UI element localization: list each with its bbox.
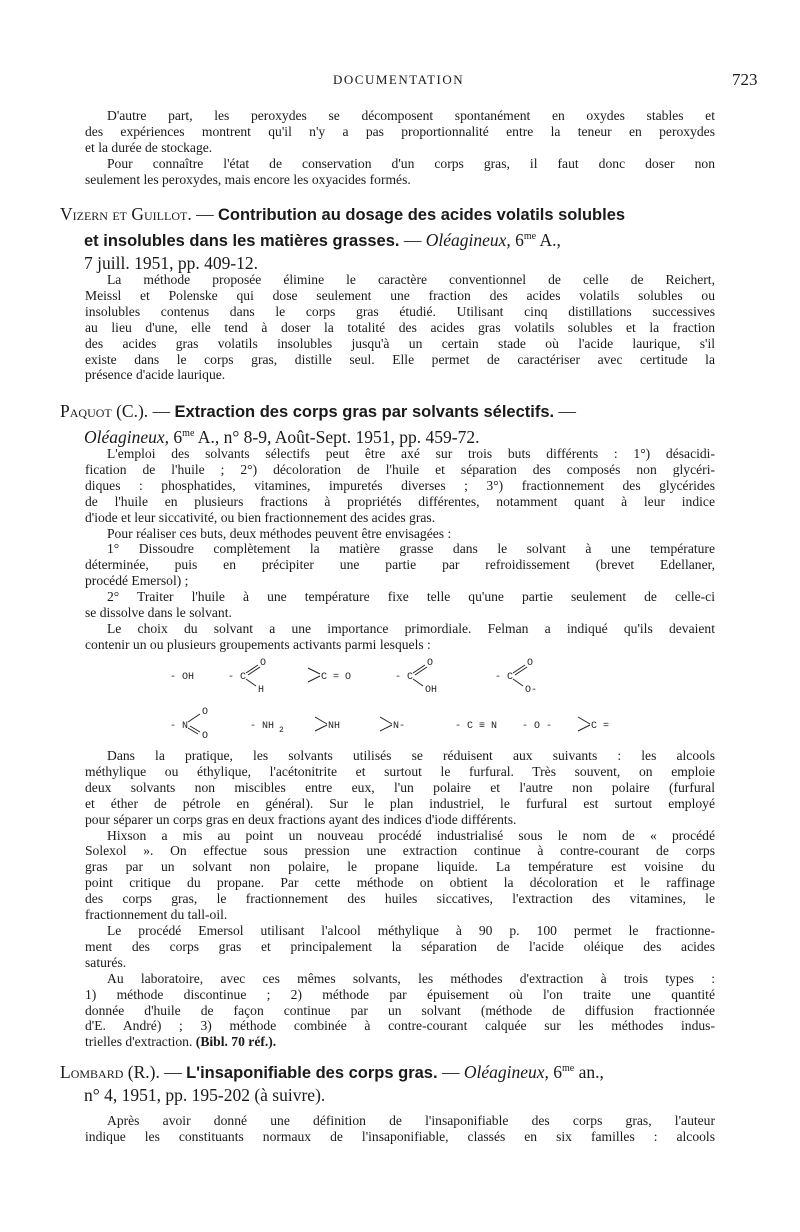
svg-text:H: H [258,685,265,696]
formula-imine [315,717,340,732]
entry-journal: Oléagineux, [84,426,170,447]
entry-authors: Paquot (C.). [60,401,149,421]
text-line: méthylique ou éthylique, l'acétonitrite et surtout le furfural. Très souvent, on emploie [85,763,715,779]
entry-ref: A., n° 8-9, Août-Sept. 1951, pp. 459-72. [194,426,480,447]
formula-nitrile: - C ≡ N [455,721,498,732]
text-line: Le choix du solvant a une importance primordiale. Felman a indiqué qu'ils devaient [107,620,715,636]
text-line: donnée d'huile de façon continue par un solvant (méthode de diffusion fractionnée [85,1002,715,1018]
intro-paragraph [85,108,715,188]
formula-ester [495,658,537,696]
dash: — [399,229,426,250]
entry-ref-line: n° 4, 1951, pp. 195-202 (à suivre). [84,1084,326,1105]
svg-text:O: O [260,658,267,669]
text-line: L'emploi des solvants sélectifs peut être axé sur trois buts différents : 1°) désacidi- [107,446,715,461]
formula-tertiary-amine [380,717,405,732]
formula-carbonyl [308,668,351,683]
svg-text:NH: NH [328,721,341,732]
functional-groups-figure [150,652,670,744]
text-line: gras par un solvant non polaire, le propane liquide. La température est voisine du [85,859,715,875]
text-line: deux solvants non miscibles entre eux, l'un polaire et l'autre non polaire (furfural [85,779,715,795]
text-line: au lieu d'une, elle tend à doser la totalité des acides gras volatils solubles et la fraction [85,319,715,335]
bibliography-entry-vizern [60,203,720,274]
text-line: point critique du propane. Par cette méthode on obtient la décoloration et le raffinage [85,875,715,891]
entry-ref: 6 [548,1061,562,1082]
text-line: 2° Traiter l'huile à une température fixe telle qu'une partie seulement de celle-ci [107,589,715,605]
dash: — [191,204,218,224]
text-line: présence d'acide laurique. [85,367,226,383]
entry-journal: Oléagineux, [463,1061,549,1082]
entry-ref-line: 7 juill. 1951, pp. 409-12. [84,252,259,273]
text-line: seulement les peroxydes, mais encore les oxyacides formés. [85,171,411,187]
text-line: Après avoir donné une définition de l'insaponifiable des corps gras, l'auteur [107,1113,715,1128]
text-line: Pour connaître l'état de conservation d'un corps gras, il faut donc doser non [107,155,715,171]
formula-hydroxyl: - OH [170,672,195,683]
text-line: d'iode et leur siccativité, ou bien fractionnement des acides gras. [85,509,436,525]
svg-text:O: O [527,658,534,669]
text-line: des corps gras, le fractionnement des huiles siccatives, l'extraction des vitamines, le [85,891,715,907]
text-line: Meissl et Polenske qui dose seulement une fraction des acides volatils solubles ou [85,287,715,303]
text-line: des acides gras volatils insolubles jusqu'à un certain stade où l'acide laurique, s'il [85,335,715,351]
entry-title: Contribution au dosage des acides volatils solubles [217,206,626,224]
svg-text:OH: OH [425,685,438,696]
page-number: 723 [732,70,758,89]
entry-journal: Oléagineux, [425,229,511,250]
svg-text:- C: - C [395,672,414,683]
text-line: D'autre part, les peroxydes se décomposent spontanément en oxydes stables et [107,108,715,123]
text-line: 1° Dissoudre complètement la matière grasse dans le solvant à une température [107,541,715,557]
bibliography-entry-lombard [60,1058,720,1106]
dash: — [554,401,576,421]
running-header: DOCUMENTATION [333,72,465,87]
text-line: ment des corps gras et principalement la séparation de l'acide oléique des acides [85,938,715,954]
formula-ether: - O - [522,721,553,732]
formula-aldehyde [228,658,266,696]
entry-ref: A., [536,229,561,250]
text-line: existe dans le corps gras, distille seul. Elle permet de caractériser avec certitude la [85,351,715,367]
svg-text:N-: N- [393,721,406,732]
entry-ref: 6 [510,229,524,250]
formula-amine [250,721,284,735]
text-line: Pour réaliser ces buts, deux méthodes peuvent être envisagées : [107,525,452,541]
text-line: fication de l'huile ; 2°) décoloration de l'huile et séparation des composés non glycéri- [85,461,715,477]
text-line: et la durée de stockage. [85,139,213,155]
formula-nitro [170,707,208,742]
entry-title: L'insaponifiable des corps gras. [186,1063,438,1082]
svg-text:O-: O- [525,685,538,696]
text-line: diques : phosphatides, vitamines, impuretés diverses ; 3°) fractionnement des glycérides [85,477,715,493]
entry-authors: Lombard (R.). [60,1061,160,1082]
text-line: pour séparer un corps gras en deux fractions ayant des indices d'iode différents. [85,811,517,827]
entry-ref-sup: me [182,428,195,439]
svg-text:C = O: C = O [321,672,352,683]
entry2-abstract-part1 [85,446,715,653]
text-line: La méthode proposée élimine le caractère conventionnel de celle de Reichert, [107,272,715,287]
text-line: Au laboratoire, avec ces mêmes solvants, les méthodes d'extraction à trois types : [107,970,715,986]
dash: — [148,401,175,421]
entry1-abstract [85,272,715,383]
text-line: indique les constituants normaux de l'insaponifiable, classés en six familles : alcools [85,1128,715,1144]
text-line: et éther de pétrole en général). Sur le plan industriel, le furfural est surtout employé [85,795,715,811]
text-line: contenir un ou plusieurs groupements activants parmi lesquels : [85,636,431,652]
entry-title: Extraction des corps gras par solvants sélectifs. [174,403,555,421]
entry-ref-sup: me [523,231,537,242]
formula-alkene [578,717,609,732]
entry-ref: 6 [169,426,183,447]
svg-text:- NH: - NH [250,721,275,732]
entry-authors: Vizern et Guillot. [60,204,192,224]
text-line: des expériences montrent qu'il n'y a pas proportionnalité entre la teneur en peroxydes [85,123,715,139]
dash: — [437,1061,464,1082]
text-line: Le procédé Emersol utilisant l'alcool méthylique à 90 p. 100 permet le fractionne- [107,922,715,938]
text-line-end: trielles d'extraction. [85,1034,193,1050]
entry-ref: an., [574,1061,604,1082]
text-line: insolubles contenus dans le corps gras étudié. Utilisant cinq distillations successives [85,303,715,319]
entry2-abstract-part2 [85,748,715,1050]
svg-text:- N: - N [170,721,189,732]
text-line: saturés. [85,954,127,970]
svg-text:2: 2 [279,726,284,735]
svg-text:O: O [202,731,209,742]
text-line: Hixson a mis au point un nouveau procédé industrialisé sous le nom de « procédé [107,827,715,843]
text-line [85,1034,715,1050]
svg-text:- C: - C [228,672,247,683]
text-line: procédé Emersol) ; [85,573,189,589]
text-line: 1) méthode discontinue ; 2) méthode par épuisement où l'on traite une quantité [85,986,715,1002]
svg-text:O: O [427,658,434,669]
bibliography-entry-paquot [60,400,720,448]
dash: — [159,1061,187,1082]
formula-carboxylic-acid [395,658,437,696]
entry-title-cont: et insolubles dans les matières grasses. [84,231,400,250]
text-line: fractionnement du tall-oil. [85,907,228,923]
entry3-abstract [85,1113,715,1145]
text-line: Dans la pratique, les solvants utilisés se réduisent aux suivants : les alcools [107,748,715,763]
svg-text:O: O [202,707,209,718]
text-line: se dissolve dans le solvant. [85,605,232,621]
text-line: Solexol ». On effectue sous pression une extraction continue à contre-courant de corps [85,843,715,859]
svg-text:C =: C = [591,721,610,732]
svg-text:- C: - C [495,672,514,683]
text-line: d'E. André) ; 3) méthode combinée à contre-courant calquée sur les méthodes indus- [85,1018,715,1034]
text-line: déterminée, puis en précipiter une partie par refroidissement (brevet Edellaner, [85,557,715,573]
bibliography-count: (Bibl. 70 réf.). [192,1034,277,1050]
entry-ref-sup: me [562,1063,575,1074]
text-line: de l'huile en plusieurs fractions à propriétés différentes, notamment quant à leur indice [85,493,715,509]
